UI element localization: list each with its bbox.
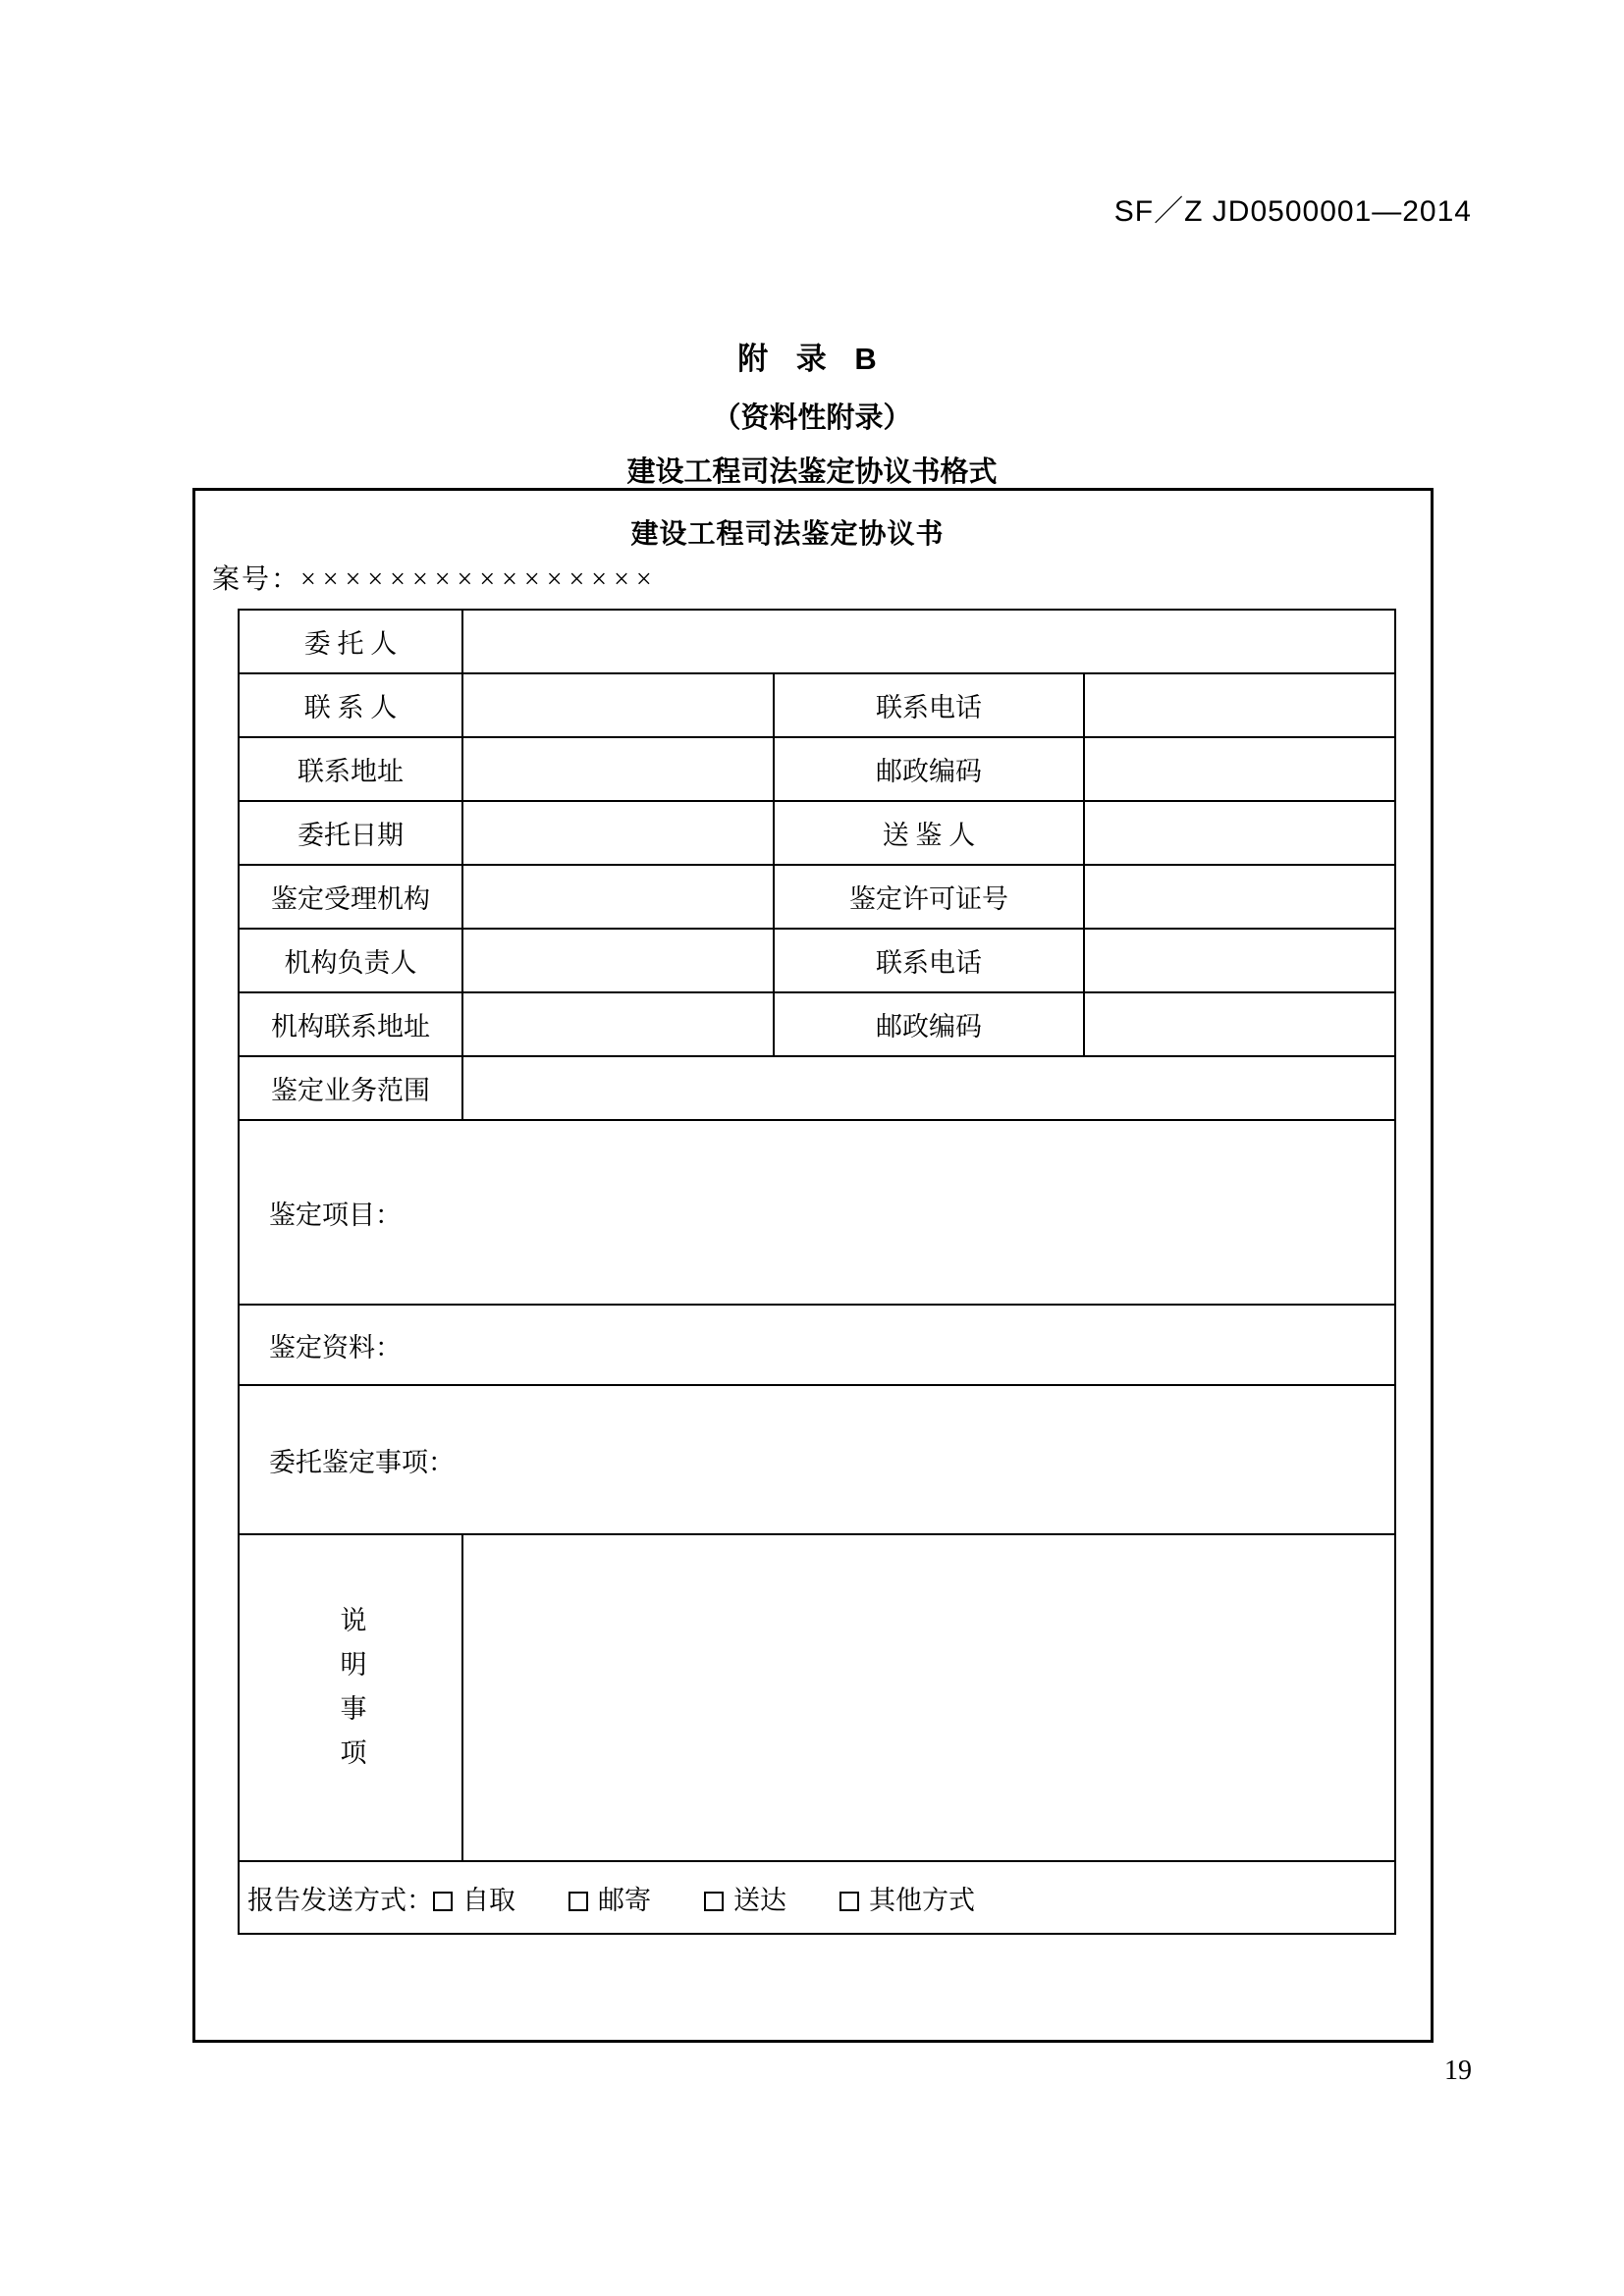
delivery-option-label: 送达 bbox=[733, 1885, 786, 1915]
field-label-institution-head: 机构负责人 bbox=[239, 929, 462, 992]
table-row bbox=[239, 1534, 1395, 1861]
table-row bbox=[239, 1861, 1395, 1934]
delivery-option-label: 邮寄 bbox=[598, 1885, 651, 1915]
delivery-option-other[interactable] bbox=[839, 1879, 975, 1917]
checkbox-icon[interactable] bbox=[704, 1892, 724, 1911]
field-label-contact-address: 联系地址 bbox=[239, 737, 462, 801]
checkbox-icon[interactable] bbox=[839, 1892, 859, 1911]
notes-vertical-label: 说明事项 bbox=[336, 1606, 366, 1783]
field-input-institution-postal[interactable] bbox=[1084, 992, 1395, 1056]
field-input-contact-phone[interactable] bbox=[1084, 673, 1395, 737]
field-label-contact-person: 联 系 人 bbox=[239, 673, 462, 737]
standard-code-header: SF／Z JD0500001—2014 bbox=[1113, 195, 1472, 228]
table-row bbox=[239, 737, 1395, 801]
field-input-contact-person[interactable] bbox=[462, 673, 774, 737]
page-number: 19 bbox=[1444, 2056, 1472, 2086]
field-input-institution-head[interactable] bbox=[462, 929, 774, 992]
case-number-line bbox=[208, 558, 1367, 609]
field-label-postal-code: 邮政编码 bbox=[774, 737, 1085, 801]
field-input-postal-code[interactable] bbox=[1084, 737, 1395, 801]
field-label-entrust-date: 委托日期 bbox=[239, 801, 462, 865]
field-input-institution-address[interactable] bbox=[462, 992, 774, 1056]
field-input-institution[interactable] bbox=[462, 865, 774, 929]
agreement-form bbox=[208, 491, 1367, 1935]
checkbox-icon[interactable] bbox=[433, 1892, 453, 1911]
delivery-method-label: 报告发送方式： bbox=[247, 1885, 433, 1915]
field-label-institution: 鉴定受理机构 bbox=[239, 865, 462, 929]
appendix-heading: 附 录 B bbox=[737, 342, 887, 376]
field-input-submitter[interactable] bbox=[1084, 801, 1395, 865]
section-appraisal-project[interactable] bbox=[239, 1120, 1395, 1305]
field-label-business-scope: 鉴定业务范围 bbox=[239, 1056, 462, 1120]
table-row bbox=[239, 992, 1395, 1056]
table-row bbox=[239, 865, 1395, 929]
field-input-contact-address[interactable] bbox=[462, 737, 774, 801]
table-row bbox=[239, 1056, 1395, 1120]
table-row bbox=[239, 610, 1395, 673]
appendix-title-block bbox=[0, 334, 1624, 490]
table-row bbox=[239, 673, 1395, 737]
field-input-entrust-date[interactable] bbox=[462, 801, 774, 865]
section-entrusted-matters[interactable] bbox=[239, 1385, 1395, 1534]
notes-vertical-label-cell bbox=[239, 1534, 462, 1861]
field-label-institution-phone: 联系电话 bbox=[774, 929, 1085, 992]
delivery-method-row bbox=[239, 1861, 1395, 1934]
delivery-option-label: 其他方式 bbox=[869, 1885, 975, 1915]
section-label-appraisal-materials: 鉴定资料： bbox=[269, 1332, 402, 1362]
agreement-table bbox=[238, 609, 1396, 1935]
table-row bbox=[239, 929, 1395, 992]
notes-input[interactable] bbox=[462, 1534, 1395, 1861]
section-label-appraisal-project: 鉴定项目： bbox=[269, 1200, 402, 1230]
field-input-entruster[interactable] bbox=[462, 610, 1395, 673]
section-appraisal-materials[interactable] bbox=[239, 1305, 1395, 1385]
appendix-title: 建设工程司法鉴定协议书格式 bbox=[626, 456, 998, 488]
field-input-institution-phone[interactable] bbox=[1084, 929, 1395, 992]
delivery-option-self-pickup[interactable] bbox=[433, 1879, 515, 1917]
table-row bbox=[239, 1120, 1395, 1305]
case-number-value: ×××××××××××××××× bbox=[300, 564, 659, 595]
case-number-label: 案号： bbox=[212, 564, 301, 595]
field-label-submitter: 送 鉴 人 bbox=[774, 801, 1085, 865]
field-label-entruster: 委 托 人 bbox=[239, 610, 462, 673]
field-label-institution-address: 机构联系地址 bbox=[239, 992, 462, 1056]
delivery-option-label: 自取 bbox=[462, 1885, 515, 1915]
appendix-subheading: （资料性附录） bbox=[712, 402, 912, 434]
field-label-contact-phone: 联系电话 bbox=[774, 673, 1085, 737]
section-label-entrusted-matters: 委托鉴定事项： bbox=[269, 1447, 455, 1477]
field-label-license-no: 鉴定许可证号 bbox=[774, 865, 1085, 929]
field-label-institution-postal: 邮政编码 bbox=[774, 992, 1085, 1056]
field-input-license-no[interactable] bbox=[1084, 865, 1395, 929]
table-row bbox=[239, 801, 1395, 865]
delivery-option-deliver[interactable] bbox=[704, 1879, 786, 1917]
form-title: 建设工程司法鉴定协议书 bbox=[630, 518, 945, 549]
table-row bbox=[239, 1385, 1395, 1534]
table-row bbox=[239, 1305, 1395, 1385]
field-input-business-scope[interactable] bbox=[462, 1056, 1395, 1120]
checkbox-icon[interactable] bbox=[568, 1892, 588, 1911]
delivery-option-mail[interactable] bbox=[568, 1879, 651, 1917]
